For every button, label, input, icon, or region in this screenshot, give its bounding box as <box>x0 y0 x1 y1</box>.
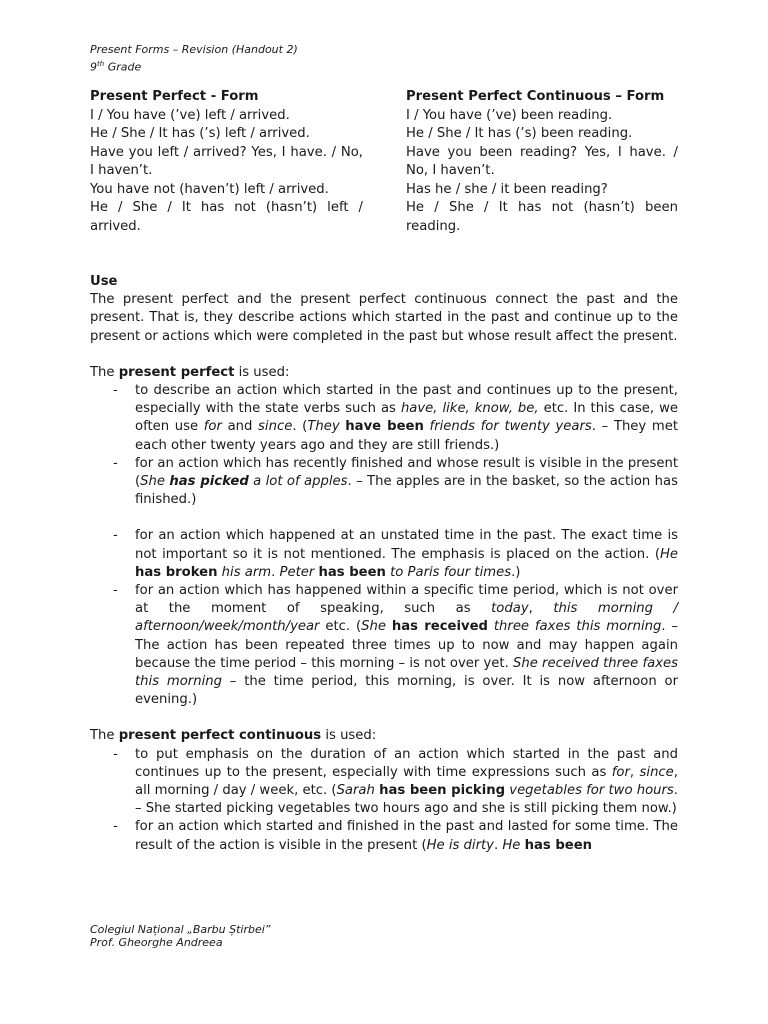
list-item: - for an action which has happened within a specific time period, which is not over at the moment of speaking, such as today, this morning / afternoon/week/month/year etc. (She has received three faxes this morning. – The action has been repeated three times up to now and may happen again because the time period – this morning – is not over yet. She received three faxes this morning – the time period, this morning, is over. It is now afternoon or evening.) <box>90 582 678 709</box>
form-line: He / She / It has (’s) left / arrived. <box>90 126 310 141</box>
form-line: Have you left / arrived? Yes, I have. / No, I haven’t. <box>90 144 363 178</box>
form-line: I / You have (’ve) left / arrived. <box>90 107 290 123</box>
use-heading: Use <box>90 274 118 289</box>
list-item: - for an action which started and finished in the past and lasted for some time. The result of the action is visible in the present (He is dirty. He has been <box>90 818 678 854</box>
form-line: He / She / It has not (hasn’t) been reading. <box>406 200 678 234</box>
list-item: - for an action which happened at an unstated time in the past. The exact time is not important so it is not mentioned. The emphasis is placed on the action. (He has broken his arm. Peter has been to Paris four times.) <box>90 527 678 582</box>
present-perfect-continuous-uses <box>90 746 678 855</box>
present-perfect-continuous-intro: The present perfect continuous is used: <box>90 728 377 744</box>
teacher-name: Prof. Gheorghe Andreea <box>90 936 223 949</box>
form-line: Has he / she / it been reading? <box>406 181 608 197</box>
present-perfect-uses <box>90 382 678 709</box>
present-perfect-continuous-form-title: Present Perfect Continuous – Form <box>406 89 665 104</box>
page-header <box>90 43 298 75</box>
list-item: - to put emphasis on the duration of an action which started in the past and continues up to the present, especially with time expressions such as for, since, all morning / day / week, etc. (Sarah has been picking vegetables for two hours. – She started picking vegetables two hours ago and she is still picking them now.) <box>90 746 678 819</box>
grade-number: 9 <box>90 60 97 74</box>
page-footer <box>90 923 270 949</box>
use-section <box>90 273 678 855</box>
school-name: Colegiul Național „Barbu Știrbei” <box>90 923 271 936</box>
present-perfect-intro: The present perfect is used: <box>90 364 290 380</box>
form-line: You have not (haven’t) left / arrived. <box>90 181 329 197</box>
present-perfect-form-title: Present Perfect - Form <box>90 89 259 104</box>
form-line: Have you been reading? Yes, I have. / No, I haven’t. <box>406 144 678 178</box>
form-line: He / She / It has not (hasn’t) left / arrived. <box>90 200 363 234</box>
present-perfect-continuous-form-column <box>406 88 678 236</box>
list-item: - to describe an action which started in the past and continues up to the present, especially with the state verbs such as have, like, know, be, etc. In this case, we often use for and since. (They have been friends for twenty years. – They met each other twenty years ago and they are still friends.) <box>90 382 678 455</box>
grade-word: Grade <box>107 60 142 74</box>
grade-suffix: th <box>97 60 105 68</box>
handout-title: Present Forms – Revision (Handout 2) <box>90 43 298 56</box>
list-item: - for an action which has recently finished and whose result is visible in the present (She has picked a lot of apples. – The apples are in the basket, so the action has finished.) <box>90 455 678 510</box>
form-line: I / You have (’ve) been reading. <box>406 107 613 123</box>
grade-label <box>90 57 298 75</box>
use-paragraph: The present perfect and the present perfect continuous connect the past and the present. That is, they describe actions which started in the past and continue up to the present or actions which were completed in the past but whose result affect the present. <box>90 292 678 344</box>
present-perfect-form-column <box>90 88 363 236</box>
form-line: He / She / It has (’s) been reading. <box>406 126 633 141</box>
